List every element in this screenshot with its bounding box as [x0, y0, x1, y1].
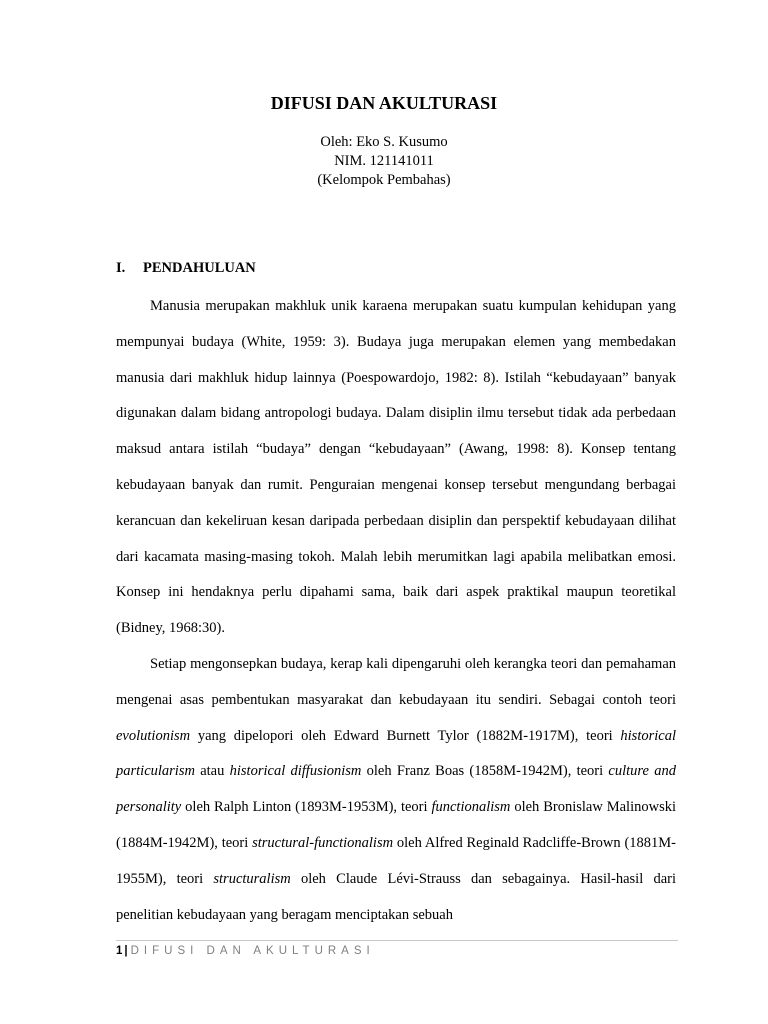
italic-term: functionalism	[431, 799, 511, 816]
text-run: oleh Alfred Reginald Radcliffe-Brown (1881M-1955M), teori	[116, 834, 677, 887]
footer-divider	[116, 940, 678, 941]
italic-term: historical diffusionism	[229, 763, 362, 780]
body-text	[116, 289, 676, 933]
section-title: PENDAHULUAN	[143, 260, 256, 276]
section-number: I.	[116, 260, 126, 276]
author-group: (Kelompok Pembahas)	[317, 172, 451, 188]
italic-term: culture and personality	[116, 763, 676, 816]
text-run: oleh Franz Boas (1858M-1942M), teori	[361, 763, 609, 780]
page-footer	[116, 942, 375, 960]
paragraph: Manusia merupakan makhluk unik karaena merupakan suatu kumpulan kehidupan yang mempunyai budaya (White, 1959: 3). Budaya juga merupakan elemen yang membedakan manusia dari makhluk hidup lainnya (Poespowardojo, 1982: 8). Istilah “kebudayaan” banyak digunakan dalam bidang antropologi budaya. Dalam disiplin ilmu tersebut tidak ada perbedaan maksud antara istilah “budaya” dengan “kebudayaan” (Awang, 1998: 8). Konsep tentang kebudayaan banyak dan rumit. Penguraian mengenai konsep tersebut mengundang berbagai kerancuan dan kekeliruan kesan daripada perbedaan disiplin dan perspektif kebudayaan dilihat dari kacamata masing-masing tokoh. Malah lebih merumitkan lagi apabila melibatkan emosi. Konsep ini hendaknya perlu dipahami sama, baik dari aspek praktikal maupun teoretikal (Bidney, 1968:30).	[116, 298, 676, 637]
author-name: Oleh: Eko S. Kusumo	[320, 134, 448, 150]
italic-term: structuralism	[213, 870, 291, 887]
author-nim: NIM. 121141011	[334, 153, 434, 169]
footer-separator: |	[124, 945, 128, 957]
paragraph	[116, 647, 676, 933]
author-block	[0, 133, 768, 190]
text-run: Setiap mengonsepkan budaya, kerap kali dipengaruhi oleh kerangka teori dan pemahaman mengenai asas pembentukan masyarakat dan kebudayaan itu sendiri. Sebagai contoh teori	[116, 655, 676, 708]
running-title: DIFUSI DAN AKULTURASI	[130, 945, 375, 957]
text-run: yang dipelopori oleh Edward Burnett Tylor (1882M-1917M), teori	[190, 727, 621, 744]
page-number: 1	[116, 945, 123, 957]
text-run: oleh Ralph Linton (1893M-1953M), teori	[181, 799, 432, 816]
text-run: oleh Claude Lévi-Strauss dan sebagainya. Hasil-hasil dari penelitian kebudayaan yang beragam menciptakan sebuah	[116, 870, 677, 923]
document-title: DIFUSI DAN AKULTURASI	[270, 93, 498, 113]
italic-term: structural-functionalism	[252, 834, 394, 851]
text-run: atau	[194, 763, 230, 780]
text-run: oleh Bronislaw Malinowski (1884M-1942M), teori	[116, 799, 676, 851]
italic-term: historical particularism	[116, 727, 676, 780]
italic-term: evolutionism	[116, 727, 191, 744]
section-heading	[116, 258, 256, 278]
